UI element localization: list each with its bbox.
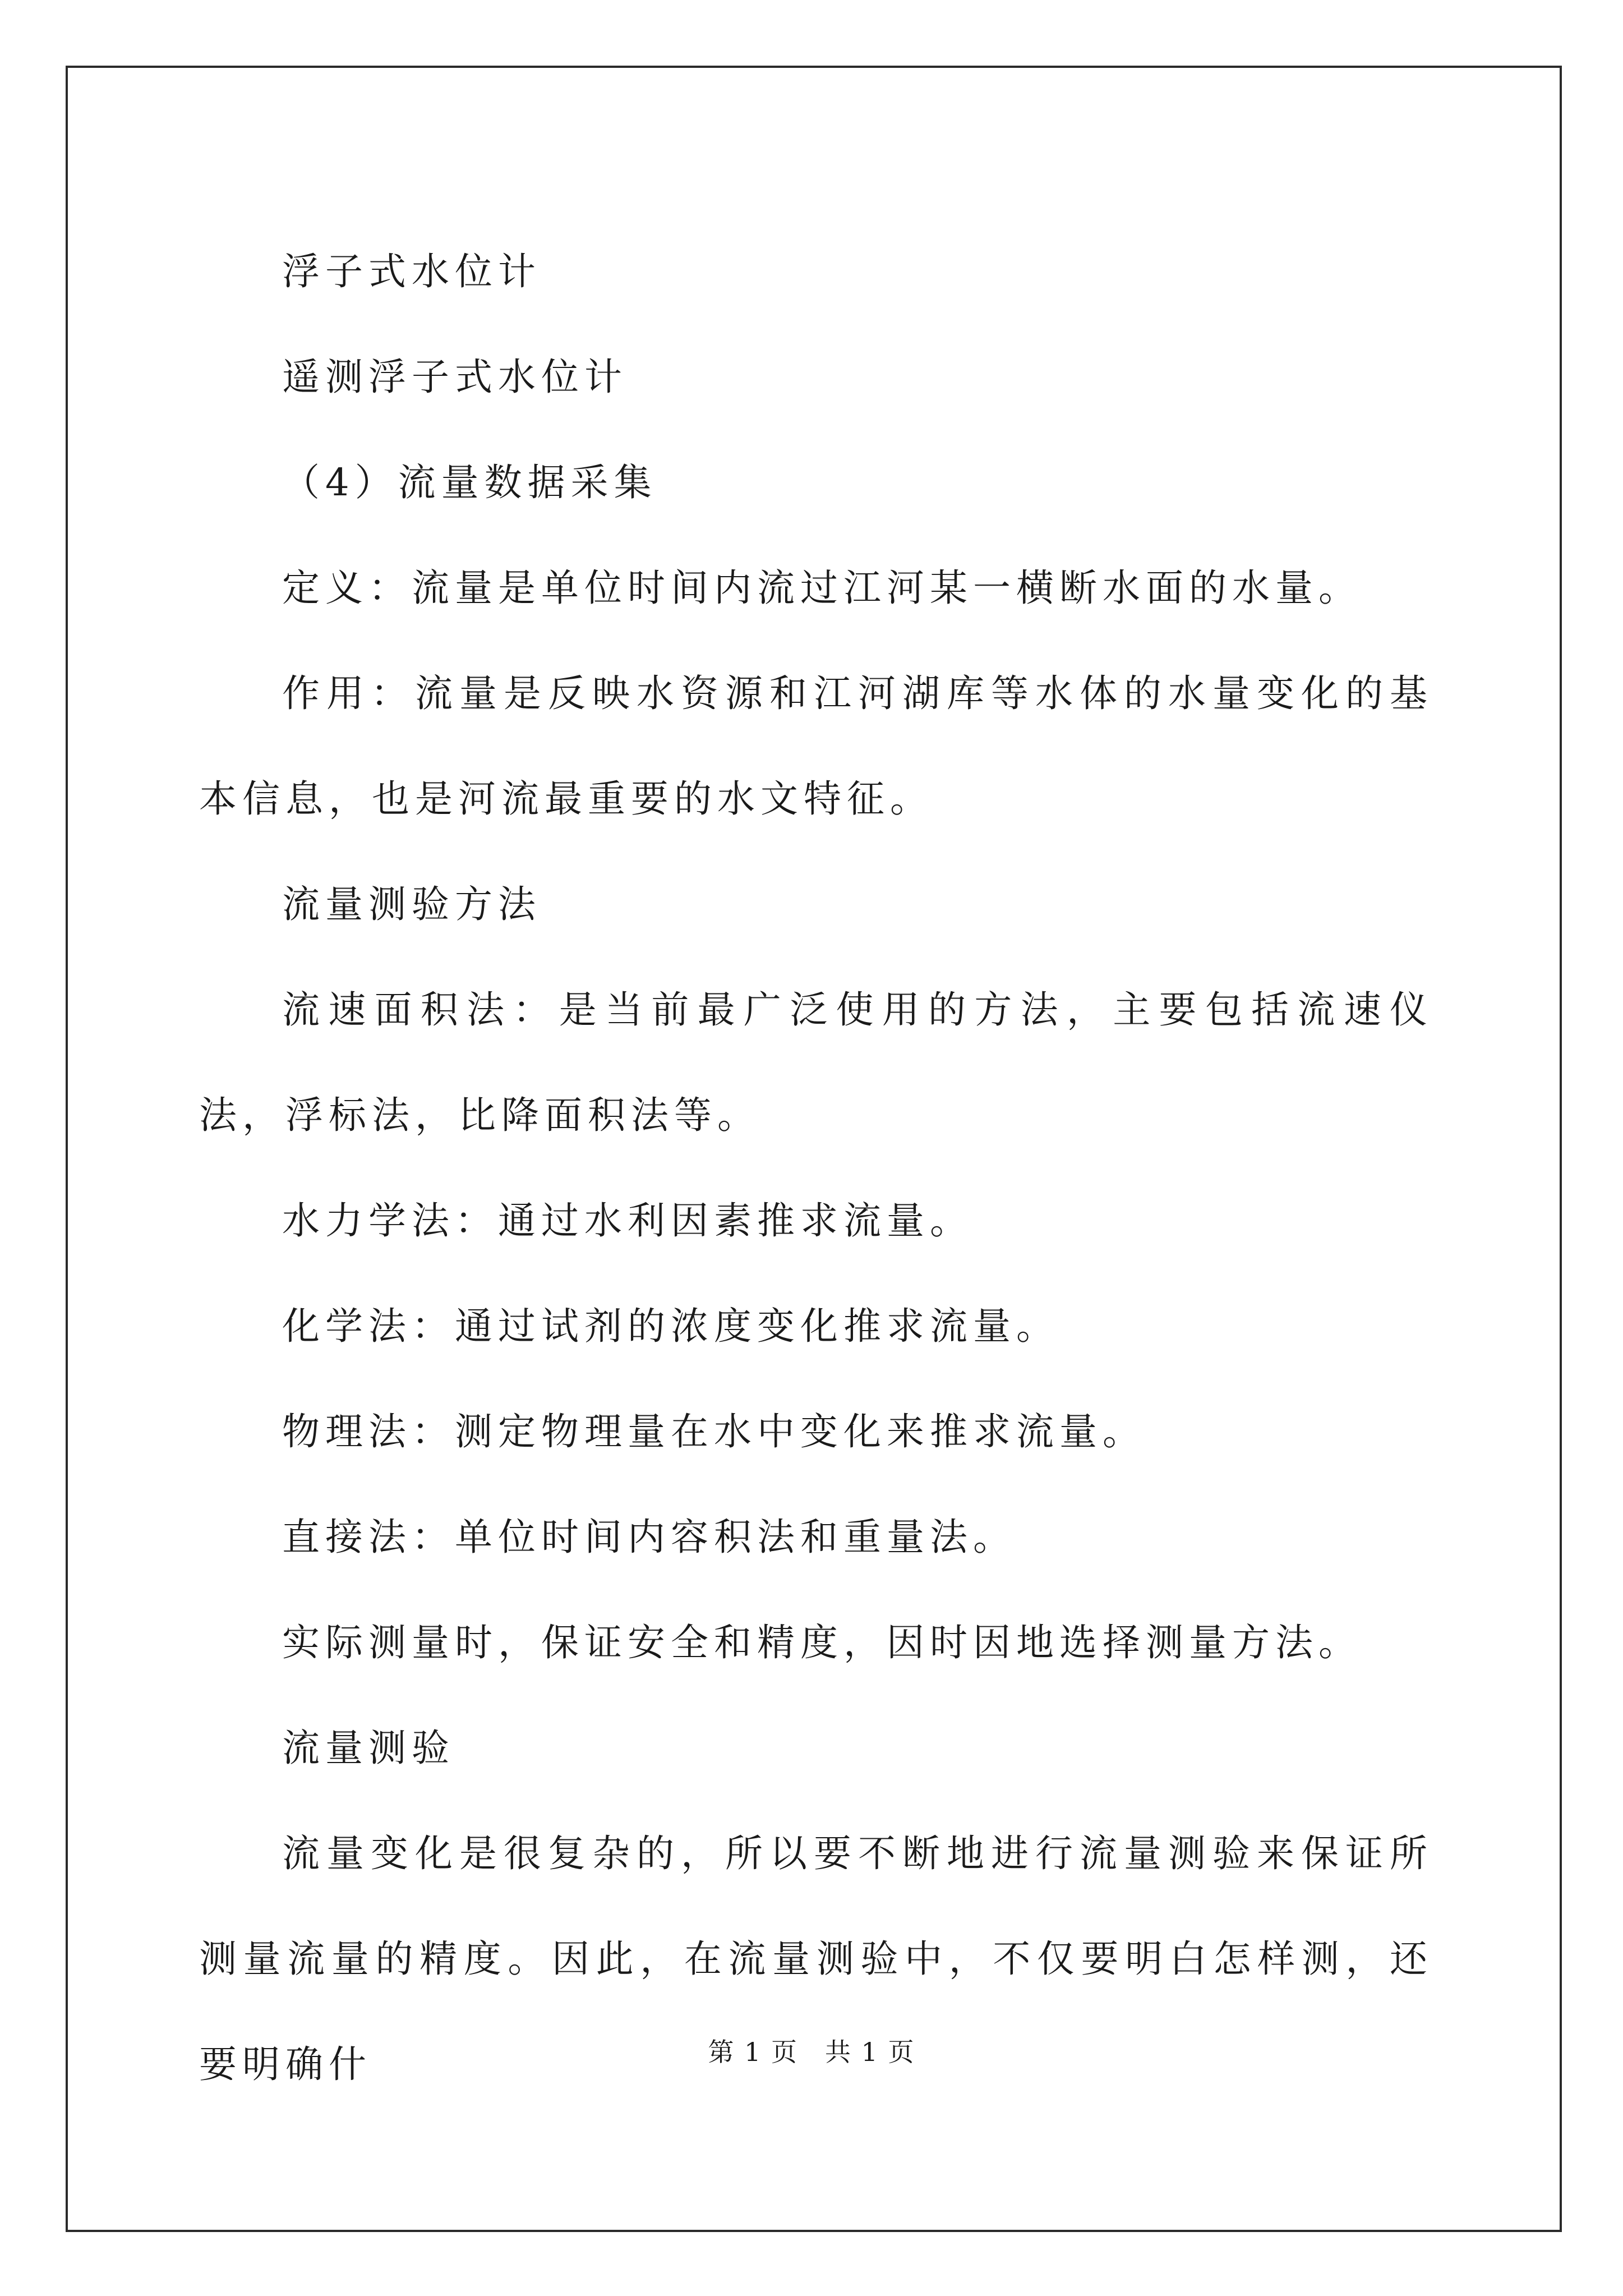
subheading: 流量测验 — [282, 1726, 455, 1770]
document-body — [199, 219, 1433, 2117]
paragraph: 化学法：通过试剂的浓度变化推求流量。 — [282, 1304, 1059, 1348]
section-heading: （4）流量数据采集 — [282, 461, 657, 504]
paragraph: 遥测浮子式水位计 — [282, 355, 628, 399]
paragraph: 实际测量时，保证安全和精度，因时因地选择测量方法。 — [282, 1621, 1362, 1664]
paragraph: 浮子式水位计 — [282, 250, 541, 293]
paragraph: 物理法：测定物理量在水中变化来推求流量。 — [282, 1410, 1146, 1453]
paragraph: 直接法：单位时间内容积法和重量法。 — [282, 1515, 1016, 1559]
paragraph: 作用：流量是反映水资源和江河湖库等水体的水量变化的基本信息，也是河流最重要的水文特征。 — [199, 671, 1433, 821]
page-number: 第 1 页 — [708, 2037, 798, 2067]
page-total: 共 1 页 — [825, 2037, 915, 2067]
page-footer — [0, 2032, 1623, 2069]
paragraph: 流量变化是很复杂的，所以要不断地进行流量测验来保证所测量流量的精度。因此，在流量测验中，不仅要明白怎样测，还要明确什 — [199, 1832, 1433, 2086]
paragraph: 流速面积法：是当前最广泛使用的方法，主要包括流速仪法，浮标法，比降面积法等。 — [199, 988, 1433, 1137]
paragraph: 定义：流量是单位时间内流过江河某一横断水面的水量。 — [282, 566, 1362, 610]
paragraph: 水力学法：通过水利因素推求流量。 — [282, 1199, 973, 1243]
subheading: 流量测验方法 — [282, 882, 541, 926]
